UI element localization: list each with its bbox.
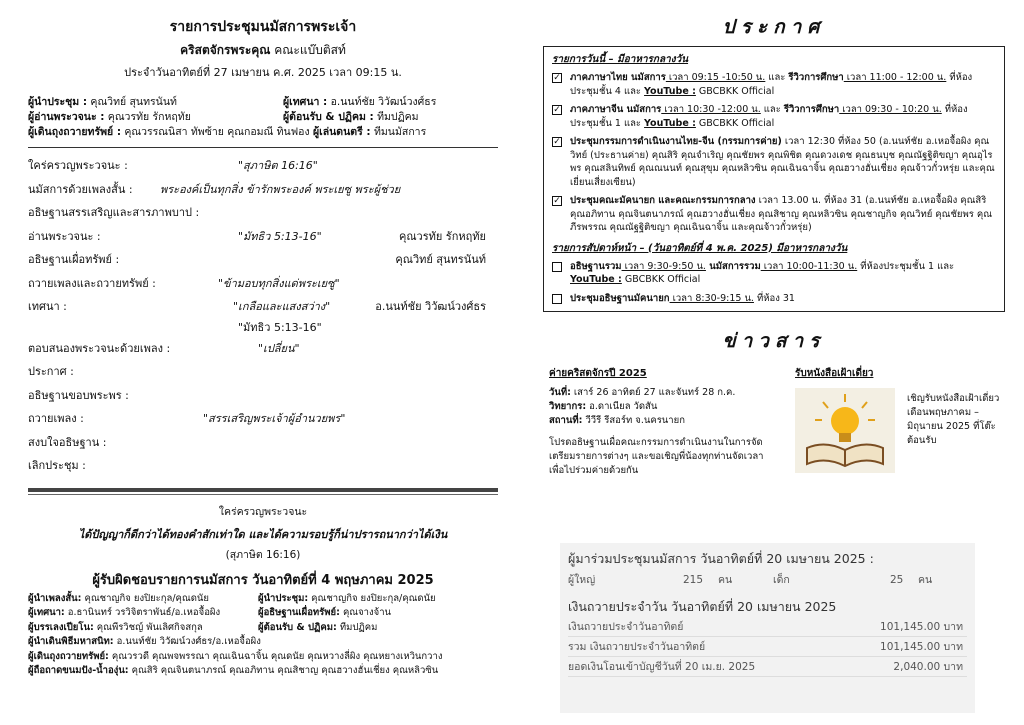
checkbox-checked: ✓ <box>553 137 561 147</box>
next-communion: ผู้นำเดินพิธีมหาสนิท: อ.นนท์ชัย วิวัฒน์วงศ์ธร/อ.เหอจื้อผิง <box>28 636 261 647</box>
service-date: ประจำวันอาทิตย์ที่ 27 เมษายน ค.ศ. 2025 เวลา 09:15 น. <box>124 66 402 79</box>
service-roles <box>28 95 498 140</box>
news-title: ข่าวสาร <box>722 330 826 352</box>
next-pianist: ผู้บรรเลงเปียโน: คุณพีรวิชญ์ พันเลิศกิจสกุล <box>28 621 203 633</box>
offering-row: เงินถวายประจำวันอาทิตย์ 101,145.00 บาท <box>568 617 967 637</box>
checkbox-empty <box>552 262 562 272</box>
adult-label: ผู้ใหญ่ <box>568 574 596 586</box>
offering-heading: เงินถวายประจำวัน วันอาทิตย์ที่ 20 เมษายน 2025 <box>568 599 837 614</box>
camp-description: โปรดอธิษฐานเผื่อคณะกรรมการดำเนินงานในการจัดเตรียมรายการต่างๆ และขอเชิญพี่น้องทุกท่านจัดเวลา เพื่อไปร่วมค่ายด้วยกัน <box>549 437 764 476</box>
order-item: อ่านพระวจนะ : "มัทธิว 5:13-16" คุณวรทัย รักหฤทัย <box>28 229 486 243</box>
adult-unit: คน <box>718 574 733 586</box>
offering-row: ยอดเงินโอนเข้าบัญชีวันที่ 20 เม.ย. 2025 2,040.00 บาท <box>568 657 967 677</box>
page-title: รายการประชุมนมัสการพระเจ้า <box>169 19 357 35</box>
order-item: ประกาศ : <box>28 365 74 378</box>
role-welcome: ผู้ต้อนรับ & ปฏิคม : ทีมปฏิคม <box>283 111 419 123</box>
order-item: ถวายเพลงและถวายทรัพย์ : "ข้ามอบทุกสิ่งแด่พระเยซู" <box>28 276 340 290</box>
role-leader: ผู้นำประชุม : คุณวิทย์ สุนทรนันท์ <box>28 96 177 108</box>
order-item: อธิษฐานขอบพระพร : <box>28 388 129 402</box>
book-news <box>795 366 1005 446</box>
order-item: เทศนา : "เกลือและแสงสว่าง" อ.นนท์ชัย วิวัฒน์วงศ์ธร <box>28 300 486 313</box>
sermon-scripture: "มัทธิว 5:13-16" <box>238 320 322 334</box>
camp-speaker: วิทยากร: อ.ดาเนียล วัดสัน <box>549 401 658 412</box>
announce-item: ✓ ภาคภาษาไทย นมัสการ เวลา 09:15 -10:50 น. และ รีวิวการศึกษา เวลา 11:00 - 12:00 น. ที่ห้องประชุมชั้น 4 และ YouTube : GBCBKK Official <box>553 72 973 97</box>
child-label: เด็ก <box>773 574 790 586</box>
church-name: คริสตจักรพระคุณ คณะแบ๊บติสท์ <box>180 43 346 57</box>
order-item: ตอบสนองพระวจนะด้วยเพลง : "เปลี่ยน" <box>28 341 300 355</box>
offering-row: รวม เงินถวายประจำวันอาทิตย์ 101,145.00 บาท <box>568 637 967 657</box>
verse-heading: ใคร่ครวญพระวจนะ <box>218 505 308 518</box>
worship-order-column <box>28 16 498 679</box>
announcements-column <box>543 12 1005 496</box>
announcements-box <box>543 46 1005 312</box>
next-offering-prayer: ผู้อธิษฐานเผื่อทรัพย์: คุณจางจ้าน <box>258 607 392 618</box>
next-week-announce-heading: รายการสัปดาห์หน้า – (วันอาทิตย์ที่ 4 พ.ค. 2025) มีอาหารกลางวัน <box>552 242 848 254</box>
next-week-roles <box>28 592 498 679</box>
checkbox-empty <box>552 294 562 304</box>
order-of-service <box>28 154 498 478</box>
order-item: เลิกประชุม : <box>28 459 86 472</box>
verse-text: ได้ปัญญาก็ดีกว่าได้ทองคำสักเท่าใด และได้ความรอบรู้ก็น่าปรารถนากว่าได้เงิน <box>78 527 448 541</box>
announce-item: ✓ ประชุมกรรมการดำเนินงานไทย-จีน (กรรมการค่าย) เวลา 12:30 ที่ห้อง 50 (อ.นนท์ชัย อ.เหอจื้อผิง คุณวิทย์ (ประธานค่าย) คุณสิริ คุณจำเริญ คุณชัยพร คุณพิชิต คุณดวงเดช คุณธนบุช คุณณัฐฐิติขญา คุณอุไรพร คุณสลินทิพย์ คุณณนนท์ คุณสุขุม คุณหลิวซิน คุณเฉินฉาจิ้น คุณฮวางฮั่นเชี่ยง คุณจ้าวกั๋วหรุ่ย และคุณเยี่ยนเสี่ยงเซียน) <box>553 136 995 188</box>
checkbox-checked: ✓ <box>553 105 561 115</box>
order-item: ถวายเพลง : "สรรเสริญพระเจ้าผู้อำนวยพร" <box>28 412 346 425</box>
divider <box>28 494 498 495</box>
statistics-box <box>560 543 975 713</box>
checkbox-checked: ✓ <box>553 196 561 206</box>
verse-reference: (สุภาษิต 16:16) <box>225 548 301 561</box>
book-description: เชิญรับหนังสือเฝ้าเดี่ยวเดือนพฤษภาคม – มิถุนายน 2025 ที่โต๊ะต้อนรับ <box>907 393 1000 446</box>
next-song-leader: ผู้นำเพลงสั้น: คุณชาญกิจ ยงปิยะกุล/คุณดนัย <box>28 592 209 604</box>
camp-heading: ค่ายคริสตจักรปี 2025 <box>549 368 647 379</box>
attendance-heading: ผู้มาร่วมประชุมนมัสการ วันอาทิตย์ที่ 20 เมษายน 2025 : <box>568 551 874 566</box>
announce-item: อธิษฐานรวม เวลา 9:30-9:50 น. นมัสการรวม เวลา 10:00-11:30 น. ที่ห้องประชุมชั้น 1 และ YouTube : GBCBKK Official <box>552 260 996 287</box>
next-offering-bag: ผู้เดินถุงถวายทรัพย์: คุณวรวดี คุณพจพรรณา คุณเฉินฉาจิ้น คุณดนัย คุณหวางลี่ผิง คุณหยางเหวินกวาง <box>28 650 443 662</box>
role-reader: ผู้อ่านพระวจนะ : คุณวรทัย รักหฤทัย <box>28 111 191 123</box>
next-preacher: ผู้เทศนา: อ.ธานินทร์ วรวิจิตราพันธ์/อ.เหอจื้อผิง <box>28 607 221 618</box>
camp-dates: วันที่: เสาร์ 26 อาทิตย์ 27 และจันทร์ 28 ก.ค. <box>549 387 736 398</box>
next-welcome: ผู้ต้อนรับ & ปฏิคม: ทีมปฏิคม <box>258 621 378 633</box>
order-item: อธิษฐานเผื่อทรัพย์ : คุณวิทย์ สุนทรนันท์ <box>28 253 486 266</box>
camp-place: สถานที่: วีวีรี รีสอร์ท จ.นครนายก <box>549 415 685 426</box>
camp-news <box>549 366 779 478</box>
order-item: ใคร่ครวญพระวจนะ : "สุภาษิต 16:16" <box>28 159 318 172</box>
next-bread-wine: ผู้ถือถาดขนมปัง-น้ำองุ่น: คุณสิริ คุณจินตนาภรณ์ คุณอภิทาน คุณสิชาญ คุณฮวางฮั่นเชี่ยง คุณหลิวซิน <box>28 665 439 676</box>
today-heading: รายการวันนี้ – มีอาหารกลางวัน <box>552 54 689 65</box>
divider <box>28 147 498 148</box>
divider-thick <box>28 488 498 492</box>
announcements-title: ประกาศ <box>722 16 826 38</box>
role-offering-music: ผู้เดินถุงถวายทรัพย์ : คุณวรรณนิสา ทัพซ้าย คุณกอมณี ทินฟอง ผู้เล่นดนตรี : ทีมนมัสการ <box>28 126 427 138</box>
next-leader: ผู้นำประชุม: คุณชาญกิจ ยงปิยะกุล/คุณดนัย <box>258 592 436 604</box>
child-count: 25 <box>890 574 904 586</box>
order-item: อธิษฐานสรรเสริญและสารภาพบาป : <box>28 206 200 219</box>
book-heading: รับหนังสือเฝ้าเดี่ยว <box>795 368 874 379</box>
order-item: นมัสการด้วยเพลงสั้น : พระองค์เป็นทุกสิ่ง ข้ารักพระองค์ พระเยซู พระผู้ช่วย <box>28 182 401 196</box>
child-unit: คน <box>918 574 933 586</box>
announce-item: ✓ ประชุมคณะมัคนายก และคณะกรรมการกลาง เวลา 13.00 น. ที่ห้อง 31 (อ.นนท์ชัย อ.เหอจื้อผิง คุณสิริ คุณอภิทาน คุณจินตนาภรณ์ คุณฮวางฮั่นเชี่ยง คุณสิชาญ คุณหลิวซิน คุณชาญกิจ คุณวิทย์ คุณชัยพร คุณภีรพรรณ คุณณัฐฐิติขญา คุณเฉินฉาจิ้น และคุณจ้าวกั๋วหรุ่ย) <box>553 195 993 233</box>
order-item: สงบใจอธิษฐาน : <box>28 435 107 449</box>
news-section <box>543 366 1005 496</box>
next-week-heading: ผู้รับผิดชอบรายการนมัสการ วันอาทิตย์ที่ 4 พฤษภาคม 2025 <box>92 572 434 588</box>
checkbox-checked: ✓ <box>553 73 561 83</box>
lightbulb-book-icon <box>795 388 895 473</box>
adult-count: 215 <box>683 574 704 586</box>
role-preacher: ผู้เทศนา : อ.นนท์ชัย วิวัฒน์วงศ์ธร <box>283 96 437 108</box>
attendance-row <box>568 569 967 591</box>
announce-item: ✓ ภาคภาษาจีน นมัสการ เวลา 10:30 -12:00 น. และ รีวิวการศึกษา เวลา 09:30 - 10:20 น. ที่ห้องประชุมชั้น 1 และ YouTube : GBCBKK Official <box>553 104 968 129</box>
announce-item: ประชุมอธิษฐานมัคนายก เวลา 8:30-9:15 น. ที่ห้อง 31 <box>552 292 996 306</box>
